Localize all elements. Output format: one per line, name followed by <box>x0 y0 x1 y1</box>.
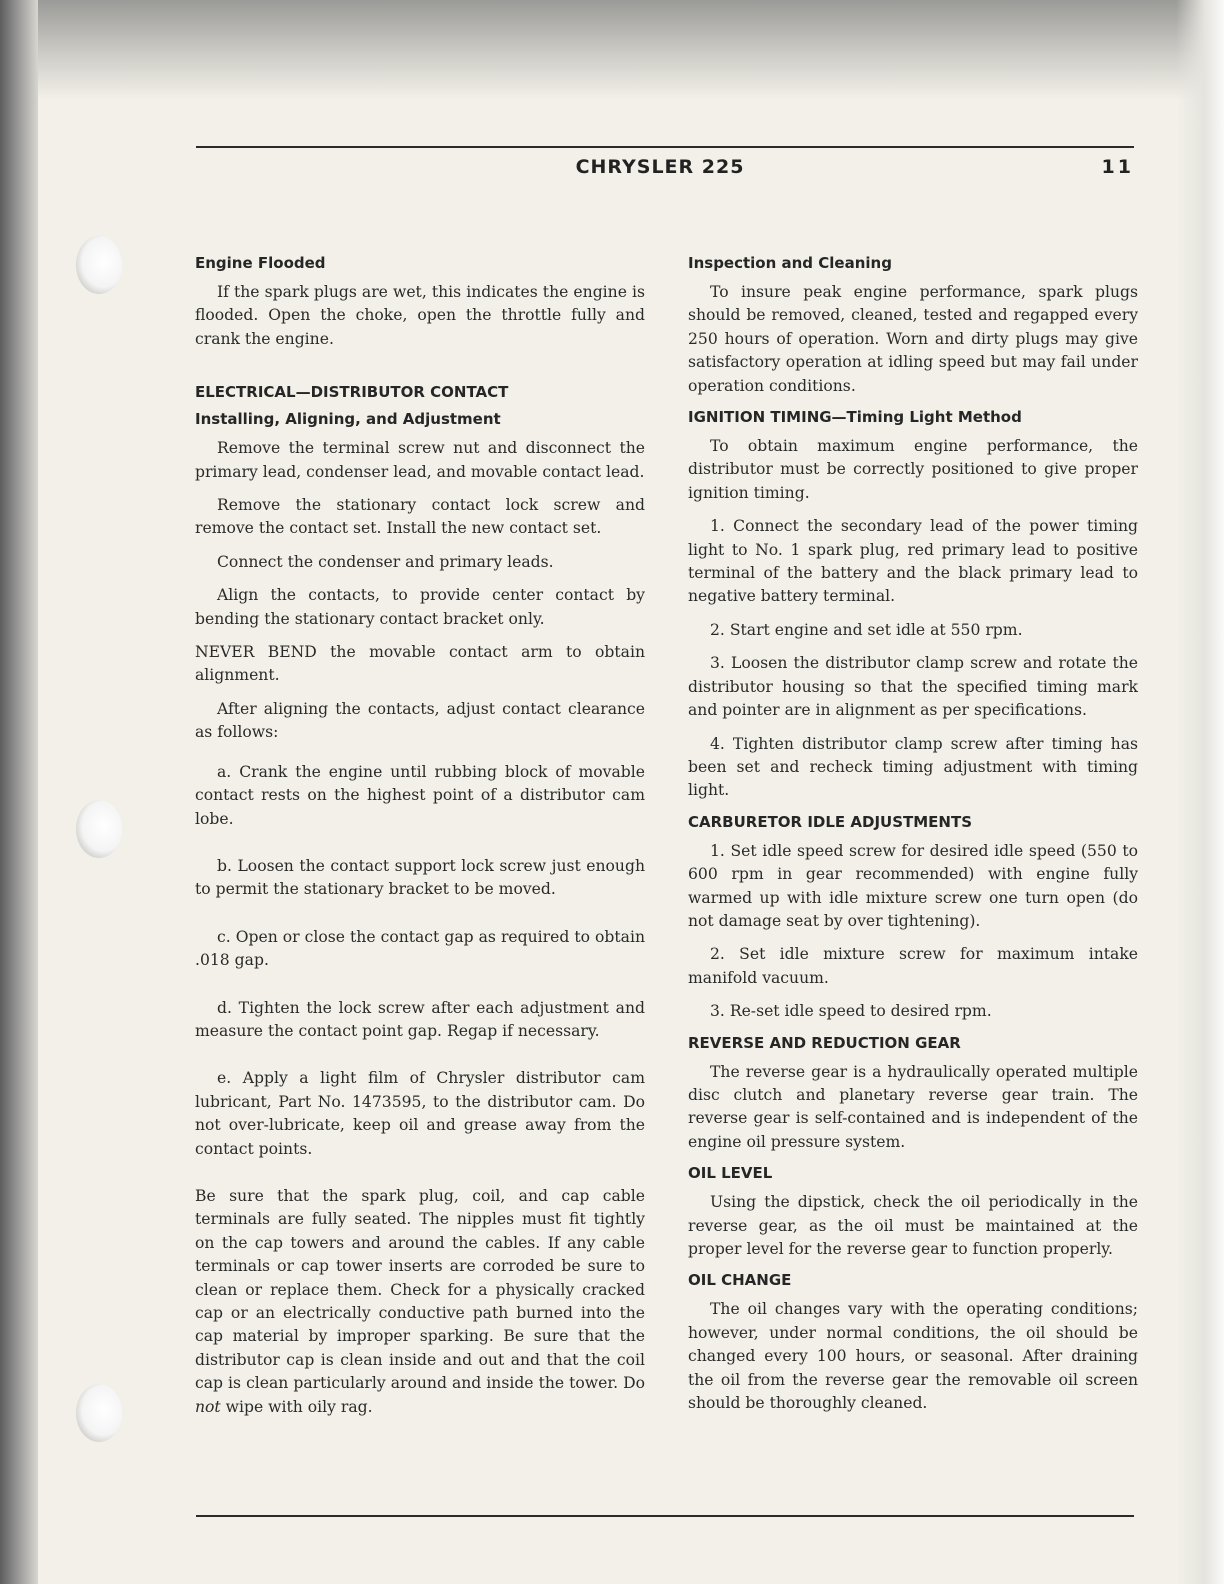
scan-shadow-top <box>0 0 1224 100</box>
carburetor-step-2: 2. Set idle mixture screw for maximum intake manifold vacuum. <box>688 945 1138 987</box>
paragraph: To insure peak engine performance, spark plugs should be removed, cleaned, tested and regapped every 250 hours of operation. Worn and dirty plugs may give satisfactory operation at idling speed but may fail under operation conditions. <box>688 283 1138 395</box>
scan-edge-right <box>1176 0 1224 1584</box>
footer-rule <box>196 1515 1134 1517</box>
carburetor-step-1: 1. Set idle speed screw for desired idle speed (550 to 600 rpm in gear recommended) with engine fully warmed up with idle mixture screw one turn open (do not damage seat by over tightening). <box>688 841 1138 930</box>
paragraph: The reverse gear is a hydraulically operated multiple disc clutch and planetary reverse gear train. The reverse gear is self-contained and is independent of the engine oil pressure system. <box>688 1062 1138 1151</box>
carburetor-step-3: 3. Re-set idle speed to desired rpm. <box>710 1002 992 1021</box>
subheading-installing: Installing, Aligning, and Adjustment <box>195 410 501 429</box>
punch-hole <box>76 236 122 294</box>
paragraph: Using the dipstick, check the oil periodically in the reverse gear, as the oil must be maintained at the proper level for the reverse gear to function properly. <box>688 1193 1138 1258</box>
section-heading-inspection: Inspection and Cleaning <box>688 254 892 272</box>
step-c: c. Open or close the contact gap as required to obtain .018 gap. <box>195 927 645 970</box>
left-column <box>195 254 645 1429</box>
step-b: b. Loosen the contact support lock screw just enough to permit the stationary bracket to be moved. <box>195 856 645 899</box>
paragraph: To obtain maximum engine performance, the distributor must be correctly positioned to give proper ignition timing. <box>688 437 1138 502</box>
step-a: a. Crank the engine until rubbing block of movable contact rests on the highest point of a distributor cam lobe. <box>195 762 645 828</box>
step-d: d. Tighten the lock screw after each adjustment and measure the contact point gap. Regap if necessary. <box>195 998 645 1040</box>
section-heading-oil-change: OIL CHANGE <box>688 1271 792 1290</box>
paragraph: Remove the stationary contact lock screw and remove the contact set. Install the new contact set. <box>195 496 645 538</box>
scan-shadow-left <box>0 0 38 1584</box>
page-number: 11 <box>1101 156 1134 178</box>
section-heading-engine-flooded: Engine Flooded <box>195 254 326 272</box>
timing-step-2: 2. Start engine and set idle at 550 rpm. <box>710 620 1023 639</box>
paragraph: Align the contacts, to provide center contact by bending the stationary contact bracket only. <box>195 586 645 628</box>
step-e: e. Apply a light film of Chrysler distributor cam lubricant, Part No. 1473595, to the distributor cam. Do not over-lubricate, keep oil and grease away from the contact points. <box>195 1069 645 1158</box>
section-heading-oil-level: OIL LEVEL <box>688 1164 773 1183</box>
paragraph: The oil changes vary with the operating conditions; however, under normal conditions, the oil should be changed every 100 hours, or seasonal. After draining the oil from the reverse gear the removable oil screen should be thoroughly cleaned. <box>688 1300 1138 1413</box>
right-column <box>688 254 1138 1425</box>
paragraph: If the spark plugs are wet, this indicates the engine is flooded. Open the choke, open the throttle fully and crank the engine. <box>195 283 645 348</box>
paragraph-cable-terminals: Be sure that the spark plug, coil, and cap cable terminals are fully seated. The nipples must fit tightly on the cap towers and around the cables. If any cable terminals or cap tower inserts are corroded be sure to clean or replace them. Check for a physically cracked cap or an electrically conductive path burned into the cap material by improper sparking. Be sure that the distributor cap is clean inside and out and that the coil cap is clean particularly around and inside the tower. Do not wipe with oily rag. <box>195 1186 645 1416</box>
section-heading-carburetor: CARBURETOR IDLE ADJUSTMENTS <box>688 812 973 831</box>
paragraph: Remove the terminal screw nut and disconnect the primary lead, condenser lead, and movable contact lead. <box>195 439 645 481</box>
timing-step-3: 3. Loosen the distributor clamp screw and rotate the distributor housing so that the specified timing mark and pointer are in alignment as per specifications. <box>688 654 1138 720</box>
header-rule <box>196 146 1134 148</box>
paragraph-warning: NEVER BEND the movable contact arm to obtain alignment. <box>195 643 645 685</box>
punch-hole <box>76 800 122 858</box>
section-heading-reverse-gear: REVERSE AND REDUCTION GEAR <box>688 1033 961 1052</box>
paragraph: Connect the condenser and primary leads. <box>217 552 554 571</box>
paragraph: After aligning the contacts, adjust contact clearance as follows: <box>195 699 645 742</box>
timing-step-4: 4. Tighten distributor clamp screw after timing has been set and recheck timing adjustment with timing light. <box>688 734 1138 800</box>
running-head: CHRYSLER 225 <box>575 156 745 178</box>
punch-hole <box>76 1384 122 1442</box>
timing-step-1: 1. Connect the secondary lead of the power timing light to No. 1 spark plug, red primary lead to positive terminal of the battery and the black primary lead to negative battery terminal. <box>688 517 1138 606</box>
section-heading-electrical: ELECTRICAL—DISTRIBUTOR CONTACT <box>195 383 509 402</box>
section-heading-ignition-timing: IGNITION TIMING—Timing Light Method <box>688 408 1022 427</box>
